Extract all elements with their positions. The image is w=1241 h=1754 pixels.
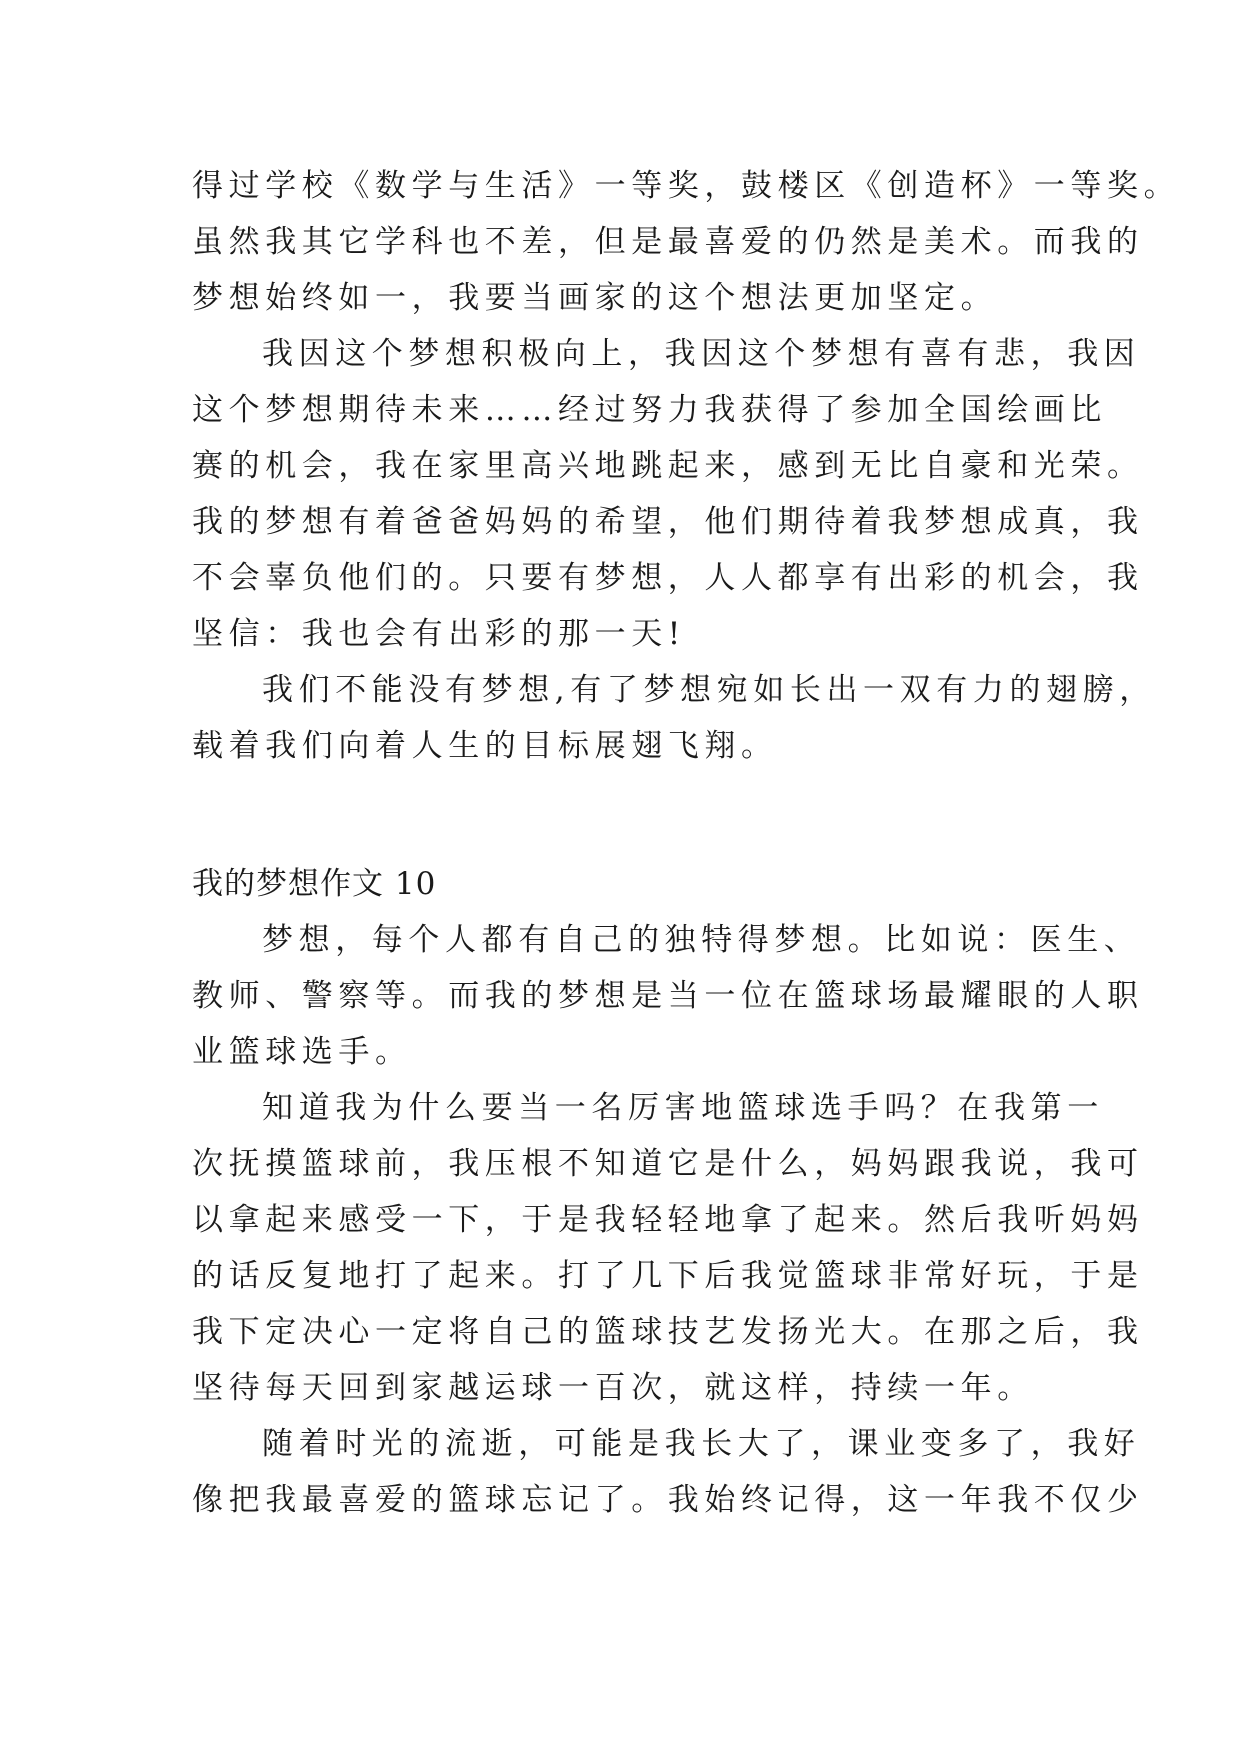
paragraph-line: 梦想始终如一，我要当画家的这个想法更加坚定。 [192,280,998,316]
paragraph-line: 我因这个梦想积极向上，我因这个梦想有喜有悲，我因 [262,336,1141,372]
paragraph-line: 得过学校《数学与生活》一等奖，鼓楼区《创造杯》一等奖。 [192,168,1181,204]
paragraph-line: 坚待每天回到家越运球一百次，就这样，持续一年。 [192,1370,1034,1406]
paragraph-line: 次抚摸篮球前，我压根不知道它是什么，妈妈跟我说，我可 [192,1146,1144,1182]
paragraph-line: 我的梦想有着爸爸妈妈的希望，他们期待着我梦想成真，我 [192,504,1144,540]
paragraph-line: 我们不能没有梦想,有了梦想宛如长出一双有力的翅膀， [262,672,1156,708]
paragraph-line: 虽然我其它学科也不差，但是最喜爱的仍然是美术。而我的 [192,224,1144,260]
paragraph-line: 以拿起来感受一下，于是我轻轻地拿了起来。然后我听妈妈 [192,1202,1144,1238]
paragraph-line: 随着时光的流逝，可能是我长大了，课业变多了，我好 [262,1426,1141,1462]
paragraph-line: 坚信：我也会有出彩的那一天! [192,616,686,652]
paragraph-line: 这个梦想期待未来……经过努力我获得了参加全国绘画比 [192,392,1107,428]
paragraph-line: 的话反复地打了起来。打了几下后我觉篮球非常好玩，于是 [192,1258,1144,1294]
section-title: 我的梦想作文 10 [192,866,437,902]
paragraph-line: 赛的机会，我在家里高兴地跳起来，感到无比自豪和光荣。 [192,448,1144,484]
paragraph-line: 不会辜负他们的。只要有梦想，人人都享有出彩的机会，我 [192,560,1144,596]
paragraph-line: 像把我最喜爱的篮球忘记了。我始终记得，这一年我不仅少 [192,1482,1144,1518]
paragraph-line: 我下定决心一定将自己的篮球技艺发扬光大。在那之后，我 [192,1314,1144,1350]
paragraph-line: 载着我们向着人生的目标展翅飞翔。 [192,728,778,764]
paragraph-line: 业篮球选手。 [192,1034,412,1070]
paragraph-line: 知道我为什么要当一名厉害地篮球选手吗？在我第一 [262,1090,1104,1126]
paragraph-line: 教师、警察等。而我的梦想是当一位在篮球场最耀眼的人职 [192,978,1144,1014]
paragraph-line: 梦想，每个人都有自己的独特得梦想。比如说：医生、 [262,922,1141,958]
